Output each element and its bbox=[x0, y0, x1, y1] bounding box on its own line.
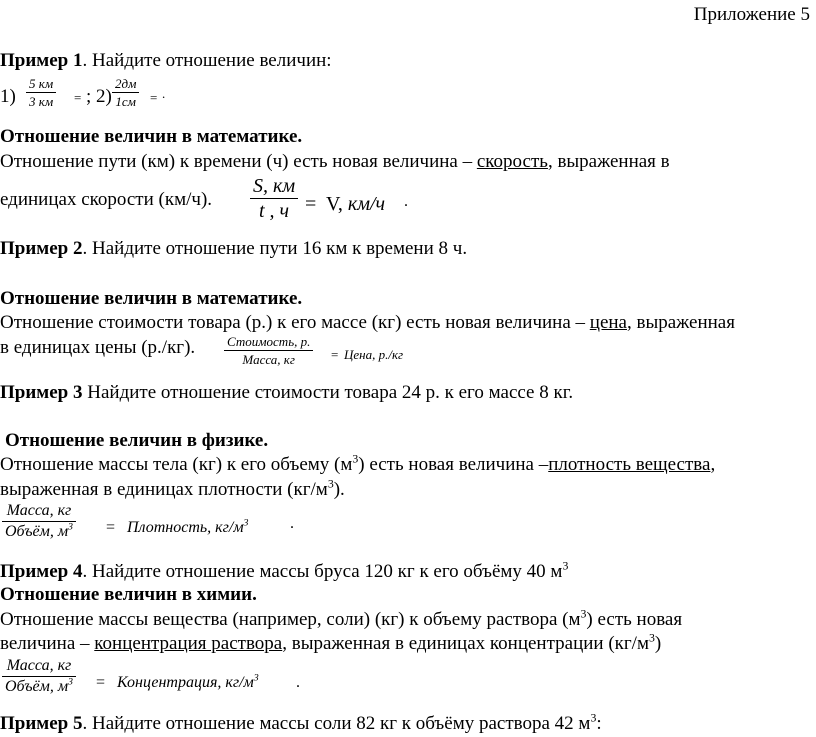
fraction-numerator: 2дм bbox=[115, 76, 137, 91]
equals-sign: = bbox=[305, 193, 317, 215]
chemistry-heading: Отношение величин в химии. bbox=[0, 584, 257, 605]
fraction-denominator: Объём, $м^3$ bbox=[5, 676, 73, 695]
example-1-text: . Найдите отношение величин: bbox=[82, 50, 332, 71]
term-speed: скорость bbox=[476, 151, 548, 172]
price-result: Цена, р./кг bbox=[344, 347, 404, 362]
example-3-text: Найдите отношение стоимости товара 24 р. к его массе 8 кг. bbox=[82, 382, 574, 403]
equals-sign: = bbox=[150, 90, 158, 105]
fraction-numerator: Масса, кг bbox=[6, 657, 72, 674]
price-fraction bbox=[224, 335, 313, 366]
equals-sign: = bbox=[96, 674, 106, 691]
physics-heading: Отношение величин в физике. bbox=[5, 430, 269, 451]
appendix-label: Приложение 5 bbox=[693, 4, 810, 25]
example-4-text: . Найдите отношение массы бруса 120 кг к его объёму 40 м bbox=[82, 561, 563, 582]
density-fraction bbox=[2, 503, 76, 540]
fraction-numerator: 5 км bbox=[29, 76, 54, 91]
example-1-fraction-2 bbox=[112, 77, 139, 108]
math-1-line-1: Отношение пути (км) к времени (ч) есть новая величина – скорость, выраженная в bbox=[0, 151, 670, 172]
math-2-heading: Отношение величин в математике. bbox=[0, 288, 303, 309]
math-1-line-2: единицах скорости (км/ч). bbox=[0, 189, 213, 210]
example-4-label: Пример 4 bbox=[0, 561, 83, 582]
chemistry-line-1: Отношение массы вещества (например, соли) (кг) к объему раствора $(м^3)$ есть новая bbox=[0, 607, 683, 630]
example-1-label: Пример 1 bbox=[0, 50, 83, 71]
speed-fraction bbox=[250, 176, 298, 221]
example-2-label: Пример 2 bbox=[0, 238, 83, 259]
fraction-denominator: 1см bbox=[115, 94, 136, 109]
term-price: цена bbox=[589, 312, 627, 333]
example-5-text: . Найдите отношение массы соли 82 кг к объёму раствора 42 м bbox=[82, 713, 591, 734]
period: . bbox=[162, 86, 166, 101]
equals-sign: = bbox=[331, 347, 339, 362]
equals-sign: = bbox=[106, 519, 116, 536]
physics-line-1: Отношение массы тела (кг) к его объему $(м^3)$ есть новая величина –плотность вещества, bbox=[0, 452, 716, 475]
example-3-line bbox=[0, 382, 573, 405]
example-4-line: Пример 4. Найдите отношение массы бруса 120 кг к его объёму 40 $м^3$ bbox=[0, 559, 569, 582]
example-2-text: . Найдите отношение пути 16 км к времени 8 ч. bbox=[82, 238, 468, 259]
example-2-line bbox=[0, 238, 467, 261]
example-1-line bbox=[0, 50, 332, 73]
fraction-denominator: Объём, $м^3$ bbox=[5, 521, 73, 540]
math-2-line-1: Отношение стоимости товара (р.) к его массе (кг) есть новая величина – цена, выраженная bbox=[0, 312, 735, 333]
example-1-fraction-1 bbox=[26, 77, 56, 108]
example-5-line: Пример 5. Найдите отношение массы соли 82 кг к объёму раствора 42 $м^3$: bbox=[0, 711, 602, 734]
math-1-heading: Отношение величин в математике. bbox=[0, 126, 303, 147]
fraction-denominator: t , ч bbox=[259, 200, 290, 222]
chemistry-line-2: величина – концентрация раствора, выраженная в единицах концентрации $(кг/м^3)$ bbox=[0, 631, 662, 654]
math-2-line-2: в единицах цены (р./кг). bbox=[0, 337, 196, 358]
fraction-numerator: Стоимость, р. bbox=[227, 334, 311, 349]
period: . bbox=[404, 193, 408, 210]
concentration-result: Концентрация, $кг/м^3$ bbox=[117, 672, 259, 691]
concentration-fraction bbox=[2, 658, 76, 695]
fraction-denominator: Масса, кг bbox=[242, 352, 295, 367]
physics-line-2: выраженная в единицах плотности $(кг/м^3)$. bbox=[0, 477, 345, 500]
period: . bbox=[290, 515, 294, 532]
fraction-numerator: S, км bbox=[253, 175, 296, 197]
speed-result: V, км/ч bbox=[326, 193, 386, 215]
example-1-item-number: 1) bbox=[0, 86, 16, 107]
term-concentration: концентрация раствора bbox=[94, 633, 283, 654]
fraction-numerator: Масса, кг bbox=[6, 502, 72, 519]
equals-sign: = bbox=[74, 90, 82, 105]
example-1-separator: ; 2) bbox=[86, 86, 112, 107]
term-density: плотность вещества bbox=[548, 454, 711, 475]
example-3-label: Пример 3 bbox=[0, 382, 83, 403]
fraction-denominator: 3 км bbox=[29, 94, 54, 109]
example-5-label: Пример 5 bbox=[0, 713, 83, 734]
period: . bbox=[296, 674, 300, 691]
density-result: Плотность, $кг/м^3$ bbox=[127, 517, 249, 536]
